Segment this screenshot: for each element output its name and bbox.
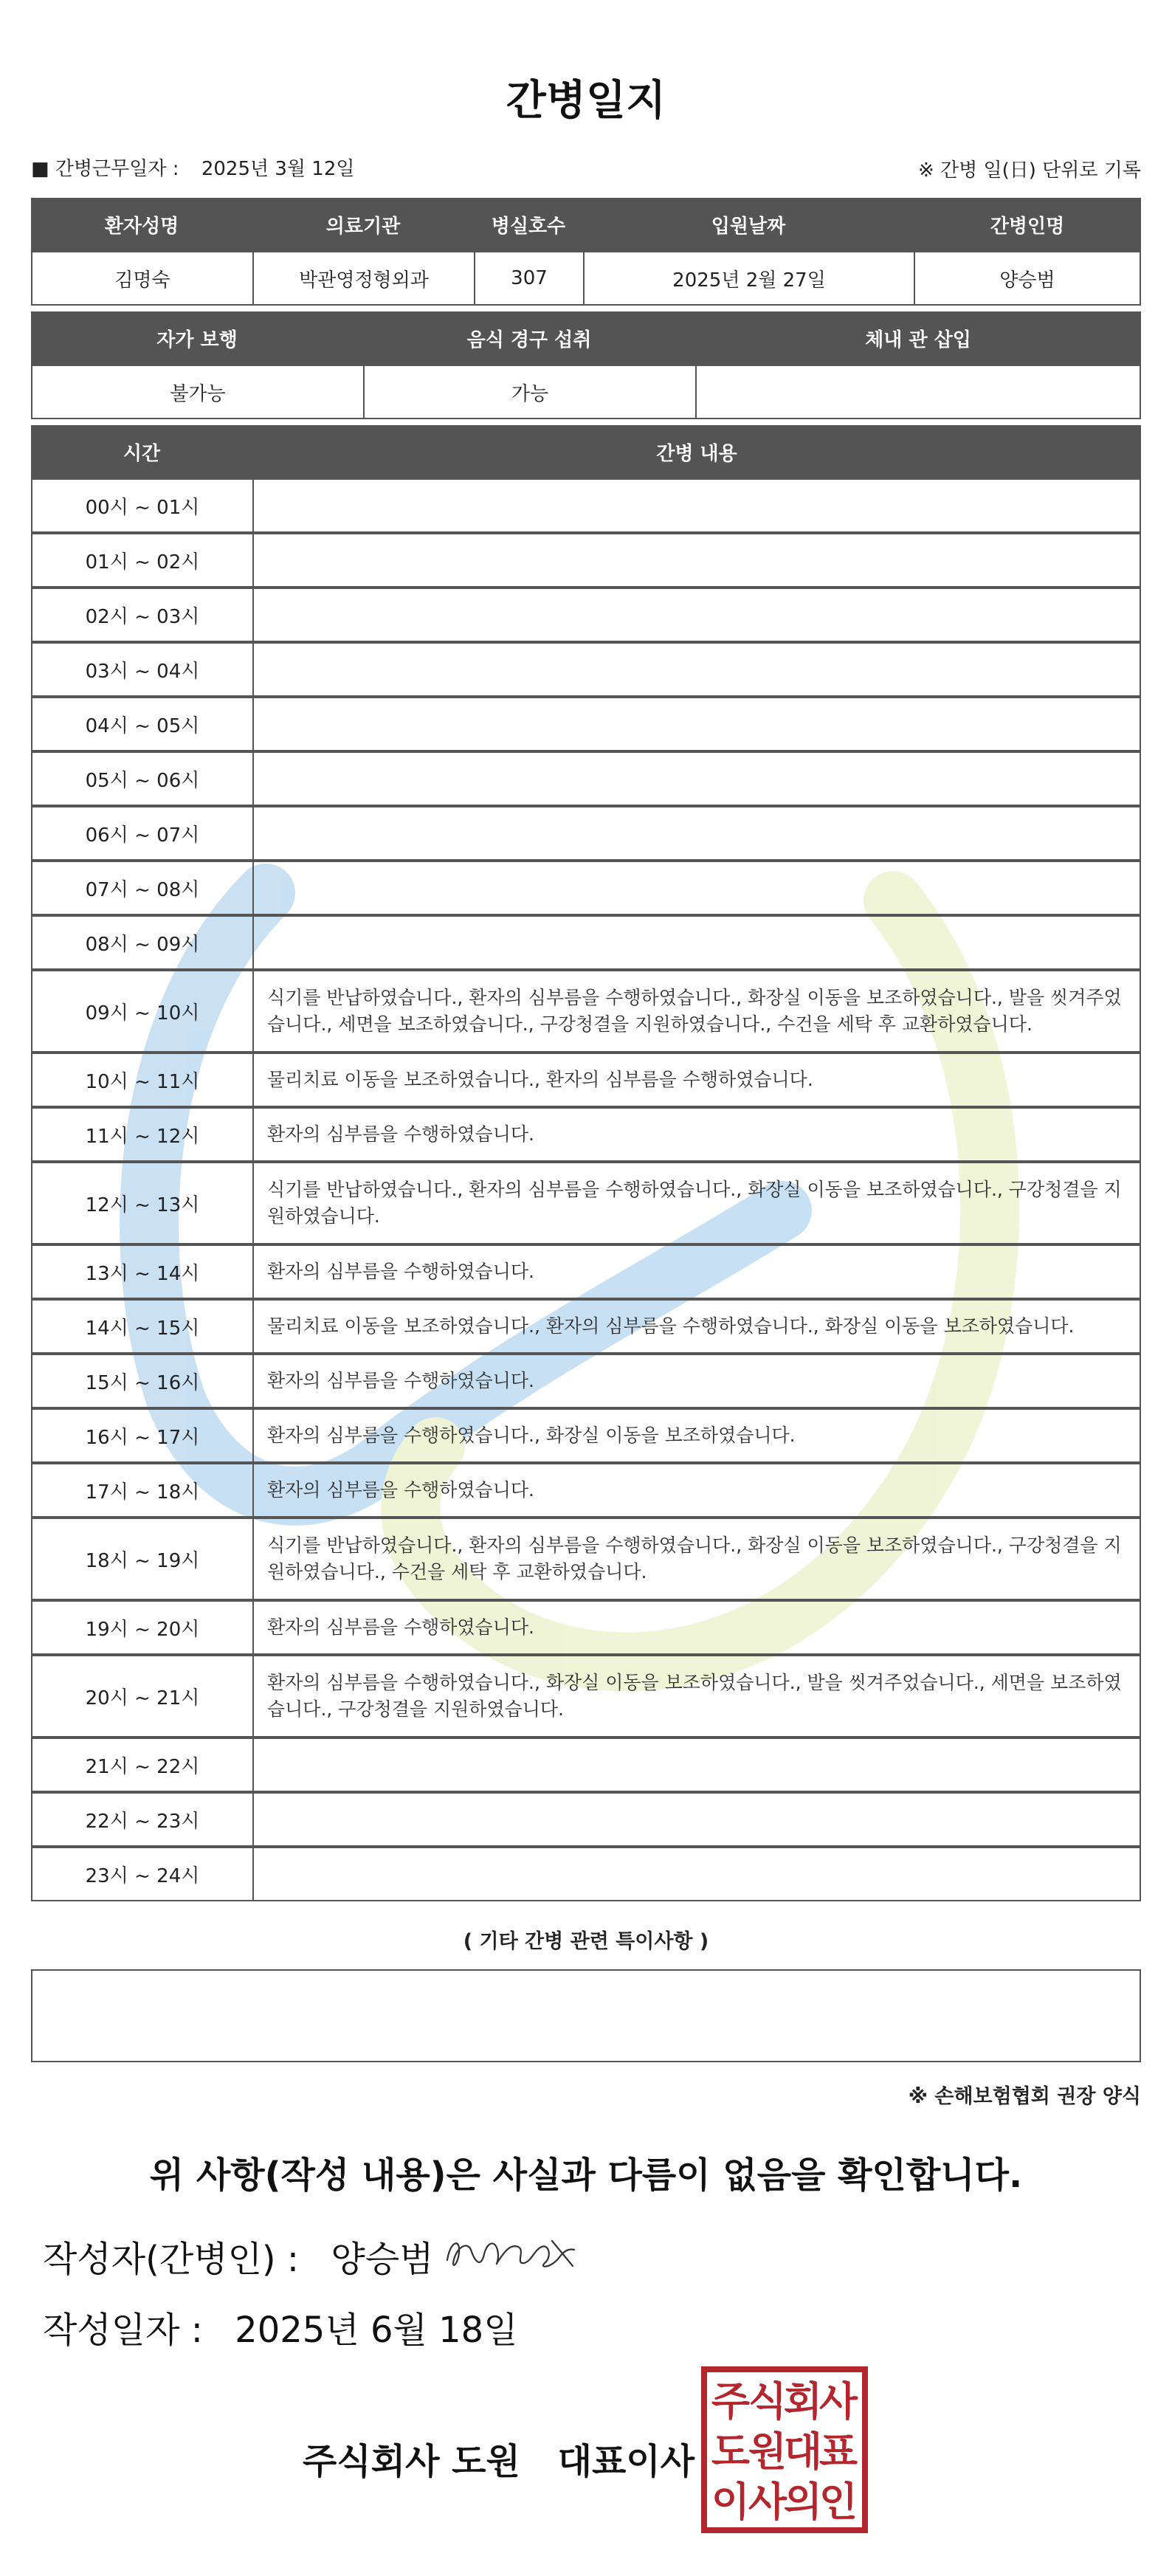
confirm-statement: 위 사항(작성 내용)은 사실과 다름이 없음을 확인합니다.: [149, 2155, 1023, 2196]
log-content-cell: 식기를 반납하였습니다., 환자의 심부름을 수행하였습니다., 화장실 이동을 보조하였습니다., 구강청결을 지원하였습니다.: [252, 1162, 1141, 1244]
svg-text:원: 원: [748, 2428, 787, 2475]
header-hospital: 의료기관: [252, 198, 474, 251]
writer-line: [43, 2231, 433, 2281]
header-room: 병실호수: [474, 198, 583, 251]
hospital-name: 박관영정형외과: [252, 251, 475, 306]
special-notes-title: ( 기타 간병 관련 특이사항 ): [463, 1930, 709, 1953]
header-self-walking: 자가 보행: [31, 311, 363, 365]
log-time-cell: 04시 ~ 05시: [31, 697, 254, 751]
written-date-value: 2025년 6월 18일: [235, 2310, 518, 2351]
written-date-label: 작성일자 :: [43, 2310, 203, 2351]
log-time-cell: 03시 ~ 04시: [31, 642, 254, 697]
svg-text:사: 사: [818, 2378, 858, 2425]
company-rep-title: 대표이사: [557, 2441, 695, 2482]
log-content-cell: [252, 806, 1141, 861]
log-content-cell: 물리치료 이동을 보조하였습니다., 환자의 심부름을 수행하였습니다., 화장실 이동을 보조하였습니다.: [252, 1299, 1141, 1354]
work-date-value: 2025년 3월 12일: [201, 158, 355, 180]
header-care-content: 간병 내용: [252, 425, 1141, 478]
log-content-cell: [252, 588, 1141, 642]
log-time-cell: 17시 ~ 18시: [31, 1463, 254, 1518]
log-content-cell: 식기를 반납하였습니다., 환자의 심부름을 수행하였습니다., 화장실 이동을 보조하였습니다., 구강청결을 지원하였습니다., 수건을 세탁 후 교환하였습니다.: [252, 1518, 1141, 1600]
svg-text:이: 이: [711, 2479, 751, 2525]
company-seal-stamp: [700, 2365, 869, 2535]
log-time-cell: 14시 ~ 15시: [31, 1299, 254, 1354]
log-time-cell: 13시 ~ 14시: [31, 1244, 254, 1299]
log-content-cell: 환자의 심부름을 수행하였습니다., 화장실 이동을 보조하였습니다.: [252, 1408, 1141, 1463]
svg-text:식: 식: [748, 2378, 787, 2425]
svg-text:대: 대: [783, 2428, 823, 2475]
log-content-cell: [252, 1792, 1141, 1847]
company-name: 주식회사 도원: [303, 2441, 520, 2482]
log-time-cell: 18시 ~ 19시: [31, 1518, 254, 1600]
log-time-cell: 06시 ~ 07시: [31, 806, 254, 861]
log-time-cell: 15시 ~ 16시: [31, 1354, 254, 1408]
log-content-cell: 환자의 심부름을 수행하였습니다.: [252, 1107, 1141, 1162]
log-content-cell: [252, 642, 1141, 697]
log-content-cell: [252, 478, 1141, 533]
log-time-cell: 20시 ~ 21시: [31, 1655, 254, 1738]
log-content-cell: 환자의 심부름을 수행하였습니다., 화장실 이동을 보조하였습니다., 발을 씻겨주었습니다., 세면을 보조하였습니다., 구강청결을 지원하였습니다.: [252, 1655, 1141, 1738]
log-time-cell: 05시 ~ 06시: [31, 751, 254, 806]
work-date-label: ■ 간병근무일자 :: [31, 158, 179, 180]
log-content-cell: [252, 751, 1141, 806]
header-caregiver: 간병인명: [914, 198, 1141, 251]
log-content-cell: 환자의 심부름을 수행하였습니다.: [252, 1600, 1141, 1655]
log-content-cell: 환자의 심부름을 수행하였습니다.: [252, 1354, 1141, 1408]
svg-text:표: 표: [818, 2428, 858, 2475]
log-time-cell: 02시 ~ 03시: [31, 588, 254, 642]
patient-name: 김명숙: [31, 251, 254, 306]
log-content-cell: [252, 1738, 1141, 1792]
svg-text:도: 도: [711, 2428, 751, 2475]
log-content-cell: 물리치료 이동을 보조하였습니다., 환자의 심부름을 수행하였습니다.: [252, 1053, 1141, 1107]
log-time-cell: 10시 ~ 11시: [31, 1053, 254, 1107]
work-date: [31, 154, 355, 181]
log-time-cell: 12시 ~ 13시: [31, 1162, 254, 1244]
svg-text:사: 사: [748, 2479, 787, 2525]
log-content-cell: 식기를 반납하였습니다., 환자의 심부름을 수행하였습니다., 화장실 이동을 보조하였습니다., 발을 씻겨주었습니다., 세면을 보조하였습니다., 구강청결을 지원하였습니다., 수건을 세탁 후 교환하였습니다.: [252, 970, 1141, 1053]
room-number: 307: [474, 251, 585, 306]
header-admission-date: 입원날짜: [583, 198, 914, 251]
admission-date: 2025년 2월 27일: [583, 251, 915, 306]
log-time-cell: 19시 ~ 20시: [31, 1600, 254, 1655]
svg-text:인: 인: [818, 2479, 858, 2525]
log-time-cell: 00시 ~ 01시: [31, 478, 254, 533]
log-content-cell: [252, 697, 1141, 751]
header-tube-insertion: 체내 관 삽입: [695, 311, 1141, 365]
log-content-cell: [252, 1847, 1141, 1901]
log-time-cell: 22시 ~ 23시: [31, 1792, 254, 1847]
recommend-note: ※ 손해보험협회 권장 양식: [908, 2085, 1141, 2108]
written-date-line: [43, 2301, 518, 2352]
caregiver-name: 양승범: [914, 251, 1141, 306]
self-walking-value: 불가능: [31, 365, 365, 419]
writer-name: 양승범: [331, 2239, 434, 2280]
log-time-cell: 08시 ~ 09시: [31, 915, 254, 970]
company-line: [303, 2433, 694, 2484]
signature: [441, 2228, 582, 2282]
log-content-cell: [252, 861, 1141, 915]
header-time: 시간: [31, 425, 252, 478]
log-time-cell: 23시 ~ 24시: [31, 1847, 254, 1901]
header-patient-name: 환자성명: [31, 198, 252, 251]
log-time-cell: 07시 ~ 08시: [31, 861, 254, 915]
svg-text:의: 의: [783, 2479, 823, 2525]
log-content-cell: [252, 915, 1141, 970]
page-title: 간병일지: [506, 77, 666, 125]
log-content-cell: [252, 533, 1141, 588]
svg-text:주: 주: [711, 2378, 751, 2425]
log-time-cell: 09시 ~ 10시: [31, 970, 254, 1053]
log-content-cell: 환자의 심부름을 수행하였습니다.: [252, 1244, 1141, 1299]
log-content-cell: 환자의 심부름을 수행하였습니다.: [252, 1463, 1141, 1518]
writer-label: 작성자(간병인) :: [43, 2239, 300, 2280]
tube-insertion-value: [695, 365, 1141, 419]
unit-note: ※ 간병 일(日) 단위로 기록: [917, 159, 1141, 182]
log-time-cell: 01시 ~ 02시: [31, 533, 254, 588]
log-time-cell: 16시 ~ 17시: [31, 1408, 254, 1463]
special-notes-box: [31, 1969, 1141, 2062]
svg-text:회: 회: [783, 2378, 823, 2425]
log-time-cell: 21시 ~ 22시: [31, 1738, 254, 1792]
oral-intake-value: 가능: [363, 365, 697, 419]
log-time-cell: 11시 ~ 12시: [31, 1107, 254, 1162]
header-oral-intake: 음식 경구 섭취: [363, 311, 695, 365]
